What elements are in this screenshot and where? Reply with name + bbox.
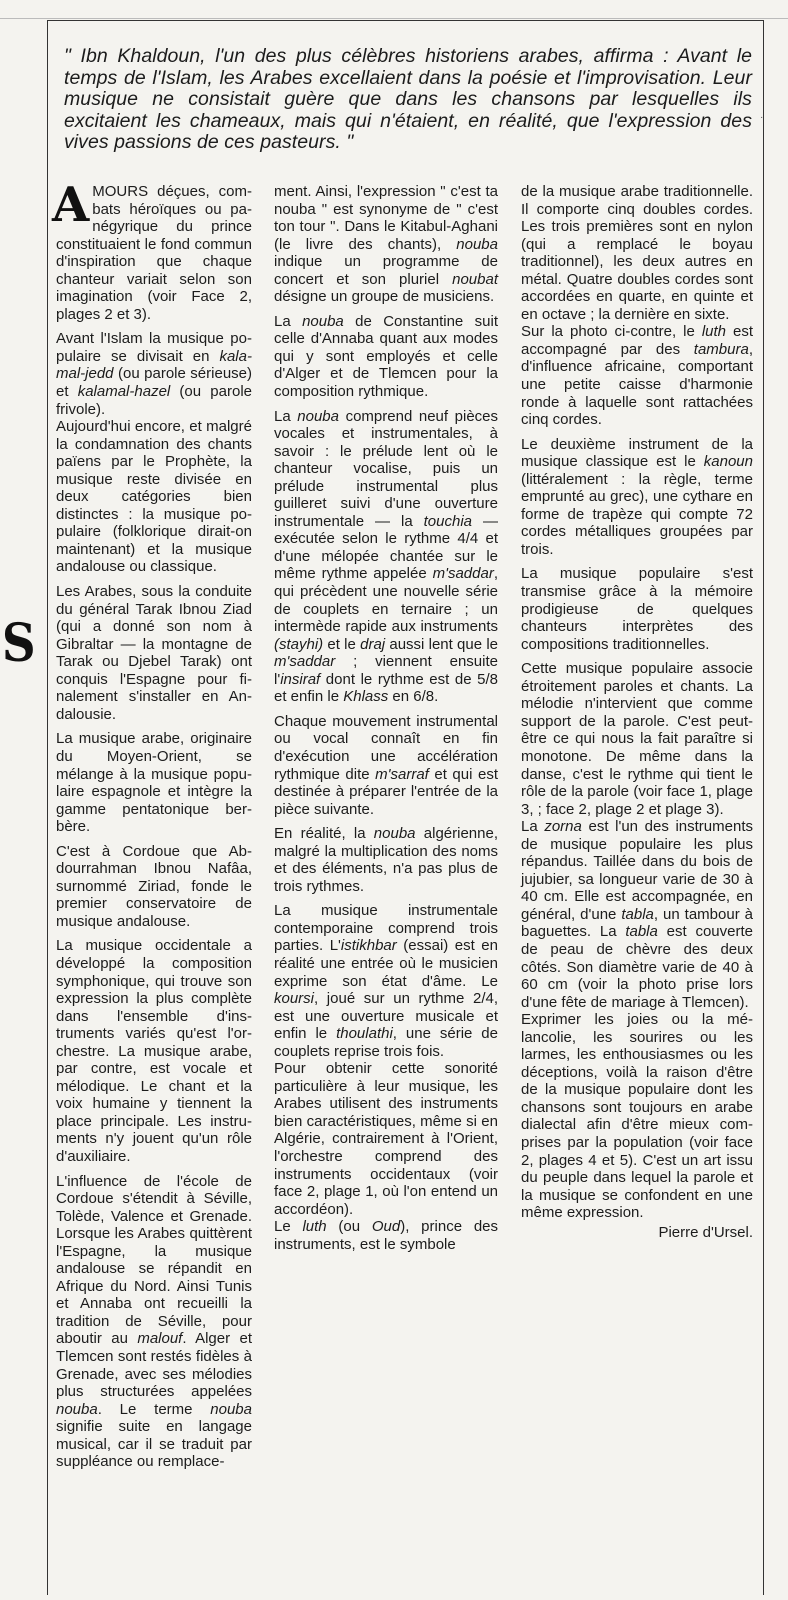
article-body: [52, 177, 756, 1593]
article-column-1: AMOURS déçues, combats héroïques ou panégyrique du prince constituaient le fond commun d'inspiration que chaque chanteur variait selon son imagination (voir Face 2, plages 2 et 3). Avant l'Islam la musique populaire se divisait en kalamal-jedd (ou parole sérieuse) et kalamal-hazel (ou parole frivole). Aujourd'hui encore, et malgré la condamnation des chants païens par le Prophète, la musique reste divisée en deux catégories bien distinctes : la musique populaire (folklorique dirait-on maintenant) et la musique andalouse ou classique. Les Arabes, sous la conduite du général Tarak Ibnou Ziad (qui a donné son nom à Gibraltar — la montagne de Tarak ou Djebel Tarak) ont conquis l'Espagne pour finalement s'installer en Andalousie. La musique arabe, originaire du Moyen-Orient, se mélange à la musique populaire espagnole et intègre la gamme pentatonique berbère. C'est à Cordoue que Abdourrahman Ibnou Nafâa, surnommé Ziriad, fonde le premier conservatoire de musique andalouse. La musique occidentale a développé la composition symphonique, qui trouve son expression la plus complète dans l'ensemble d'instruments variés qu'est l'orchestre. La musique arabe, par contre, est vocale et mélodique. Le chant et la voix humaine y tiennent la place principale. Les instruments n'y jouent qu'un rôle d'auxiliaire. L'influence de l'école de Cordoue s'étendit à Séville, Tolède, Valence et Grenade. Lorsque les Arabes quittèrent l'Espagne, la musique andalouse se répandit en Afrique du Nord. Ainsi Tunis et Annaba ont recueilli la tradition de Séville, pour aboutir au malouf. Alger et Tlemcen sont restés fidèles à Grenade, avec ses mélodies plus structurées appelées nouba. Le terme nouba signifie suite en langage musical, car il se traduit par suppléance ou remplace-: [52, 177, 252, 1471]
article-column-2: ment. Ainsi, l'expression " c'est ta nouba " est synonyme de " c'est ton tour ". Dans le Kitabul-Aghani (le livre des chants), nouba indique un programme de concert et son pluriel noubat désigne un groupe de musiciens. La nouba de Constantine suit celle d'Annaba quant aux modes qui y sont employés et celle d'Alger et de Tlemcen pour la composition rythmique. La nouba comprend neuf pièces vocales et instrumentales, à savoir : le prélude lent où le chanteur vocalise, puis un prélude instrumental plus guilleret suivi d'une ouverture instrumentale — la touchia — exécutée selon le rythme 4/4 et d'une mélopée chantée sur le même rythme appelée m'saddar, qui précèdent une nouvelle série de couplets en ternaire ; un intermède rapide aux instruments (stayhi) et le draj aussi lent que le m'saddar ; viennent ensuite l'insiraf dont le rythme est de 5/8 et enfin le Khlass en 6/8. Chaque mouvement instrumental ou vocal connaît en fin d'exécution une accélération rythmique dite m'sarraf et qui est destinée à préparer l'entrée de la pièce suivante. En réalité, la nouba algérienne, malgré la multiplication des noms et des éléments, n'a pas plus de trois rythmes. La musique instrumentale contemporaine comprend trois parties. L'istikhbar (essai) est en réalité une entrée où le musicien exprime son état d'âme. Le koursi, joué sur un rythme 2/4, est une ouverture musicale et enfin le thoulathi, une série de couplets reprise trois fois. Pour obtenir cette sonorité particulière à leur musique, les Arabes utilisent des instruments bien caractéristiques, même si en Algérie, contrairement à l'Orient, l'orchestre comprend des instruments occidentaux (voir face 2, plage 1, où l'on entend un accordéon). Le luth (ou Oud), prince des instruments, est le symbole: [274, 183, 499, 1253]
cropped-heading-letter: S: [1, 613, 36, 674]
top-margin-line: [0, 18, 788, 19]
intro-quote: " Ibn Khaldoun, l'un des plus célèbres historiens arabes, affirma : Avant le temps de l'Islam, les Arabes excellaient dans la poésie et l'improvisation. Leur musique ne consistait guère que dans les chansons par lesquelles ils excitaient les chameaux, mais qui n'étaient, en réalité, que l'expression des vives passions de ces pasteurs. ": [64, 45, 752, 154]
author-signature: Pierre d'Ursel.: [658, 1223, 753, 1241]
article-column-3: de la musique arabe traditionnelle. Il comporte cinq doubles cordes. Les trois premières sont en nylon (qui a remplacé le boyau traditionnel), les deux autres en métal. Quatre doubles cordes sont accordées en quarte, en quinte et en octave ; la dernière en sixte. Sur la photo ci-contre, le luth est accompagné par des tambura, d'influence africaine, comportant une petite caisse d'harmonie ronde à laquelle sont rattachées cinq cordes. Le deuxième instrument de la musique classique est le kanoun (littéralement : la règle, terme emprunté au grec), une cythare en forme de trapèze qui compte 72 cordes métalliques groupées par trois. La musique populaire s'est transmise grâce à la mémoire prodigieuse de quelques chanteurs interprètes des compositions traditionnelles. Cette musique populaire associe étroitement paroles et chants. La mélodie n'intervient que comme support de la parole. C'est peut-être ce qui nous la fait paraître si monotone. De même dans la danse, c'est le rythme qui tient le rôle de la parole (voir face 1, plage 3, ; face 2, plage 2 et plage 3). La zorna est l'un des instruments de musique populaire les plus répandus. Taillée dans du bois de jujubier, sa longueur varie de 30 à 40 cm. Elle est accompagnée, en général, d'une tabla, un tambour à baguettes. La tabla est couverte de peau de chèvre des deux côtés. Son diamètre varie de 40 à 60 cm (voir la photo prise lors d'une fête de mariage à Tlemcen). Exprimer les joies ou la mélancolie, les sourires ou les larmes, les enthousiasmes ou les déceptions, voilà la raison d'être de la musique populaire dont les chansons sont toujours en arabe dialectal afin d'être mieux comprises par la population (voir face 2, plages 4 et 5). C'est un art issu du peuple dans lequel la parole et la musique se confondent en une même expression. Pierre d'Ursel.: [521, 183, 753, 1241]
drop-cap: A: [52, 177, 90, 233]
margin-mark: ·: [760, 112, 764, 123]
